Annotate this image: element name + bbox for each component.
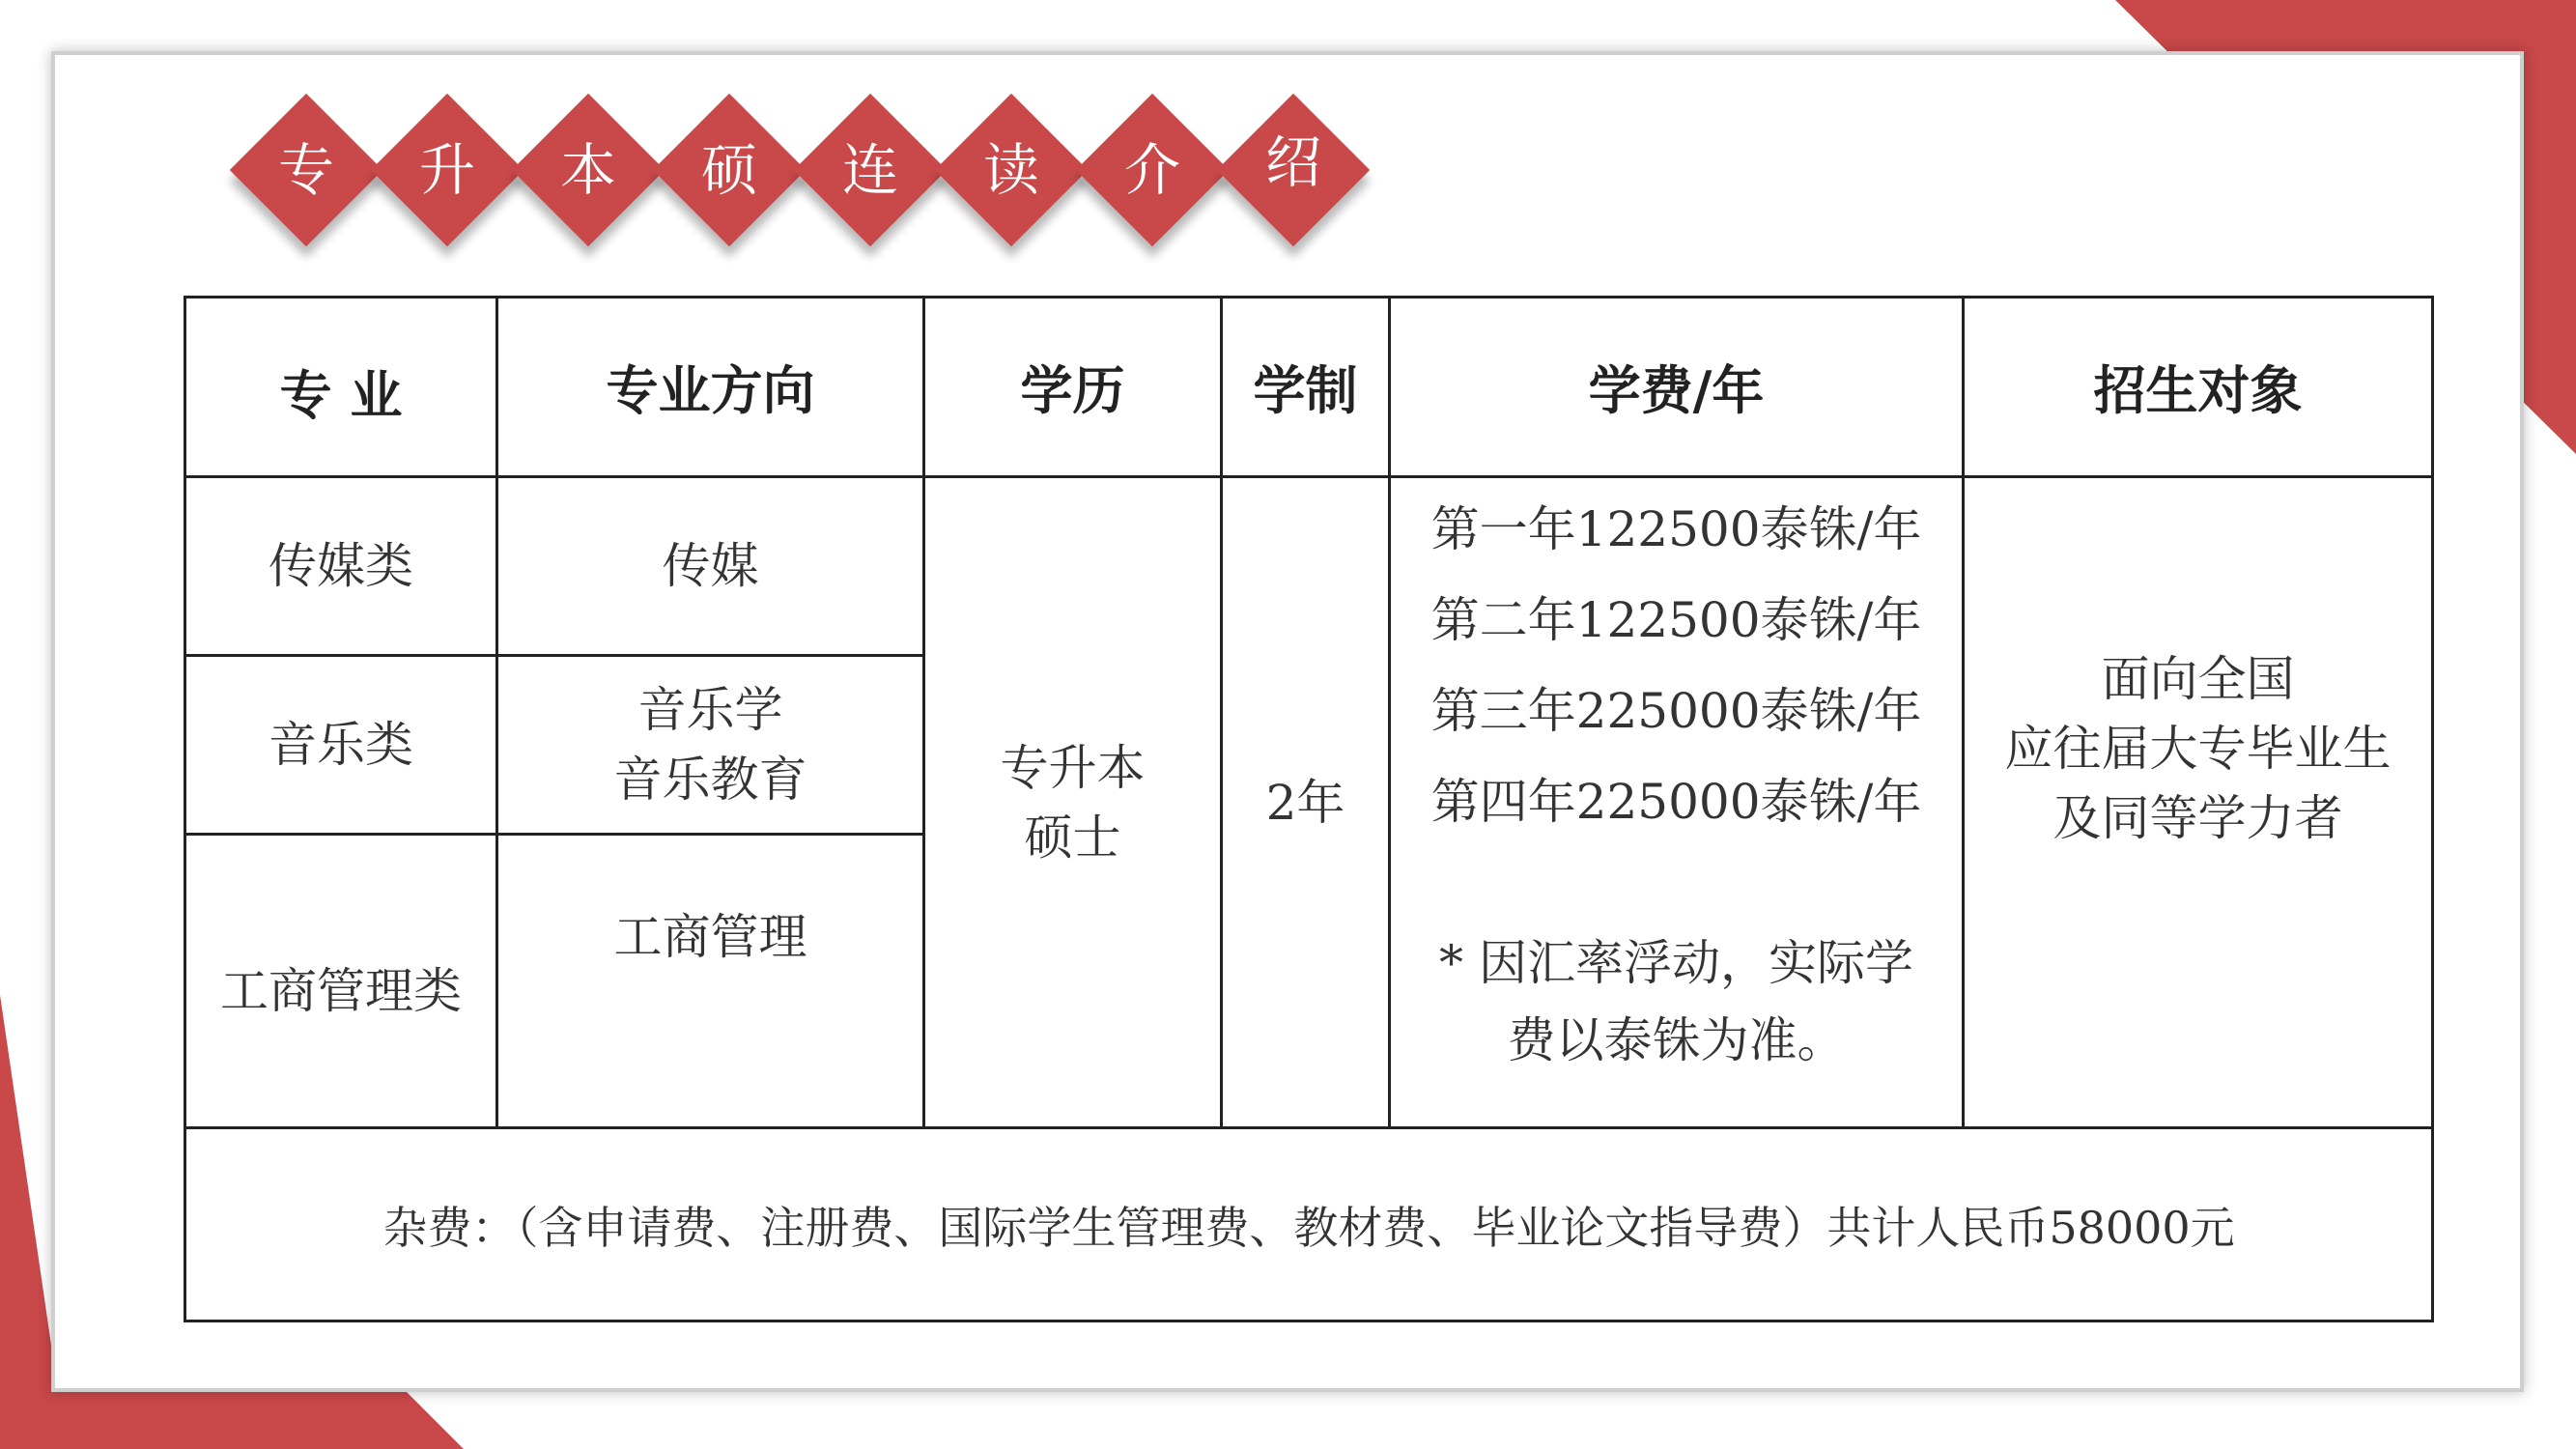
- direction-line: 工商管理: [613, 909, 807, 965]
- title-char: 硕: [700, 137, 757, 203]
- target-line: 及同等学力者: [2052, 790, 2343, 846]
- title-item: [512, 93, 665, 247]
- title-char: 升: [418, 137, 475, 203]
- major-cell: 工商管理类: [220, 962, 462, 1019]
- tuition-line: 第三年225000泰铢/年: [1430, 683, 1922, 739]
- degree-line: 硕士: [1024, 809, 1121, 866]
- tuition-note-line: * 因汇率浮动，实际学: [1439, 935, 1913, 991]
- title-item: [1217, 93, 1370, 247]
- direction-line: 传媒: [662, 538, 759, 594]
- title-char: 读: [982, 137, 1039, 203]
- direction-cell: [498, 657, 922, 833]
- tuition-cell: [1391, 478, 1962, 1126]
- tuition-note-line: 费以泰铢为准。: [1507, 1012, 1846, 1068]
- duration-cell: 2年: [1265, 774, 1345, 831]
- title-item: [794, 93, 947, 247]
- header-target: 招生对象: [2093, 360, 2303, 421]
- header-major: 专 业: [279, 365, 403, 426]
- target-line: 面向全国: [2101, 651, 2295, 707]
- direction-cell: [498, 478, 922, 654]
- major-cell: 音乐类: [269, 717, 413, 773]
- direction-line: 音乐学: [637, 682, 783, 738]
- title-item: [653, 93, 806, 247]
- header-degree: 学历: [1020, 360, 1125, 421]
- title-char: 介: [1123, 137, 1180, 203]
- title-item: [935, 93, 1088, 247]
- header-tuition: 学费/年: [1588, 360, 1765, 421]
- program-table: [184, 296, 2434, 1322]
- title-char: 本: [559, 137, 616, 203]
- title-char: 绍: [1264, 129, 1321, 195]
- target-cell: [1965, 478, 2431, 1019]
- title-item: [1076, 93, 1229, 247]
- target-line: 应往届大专毕业生: [2004, 721, 2392, 777]
- degree-cell: [925, 478, 1220, 1126]
- title-item: [230, 93, 382, 247]
- misc-fee-cell: 杂费：（含申请费、注册费、国际学生管理费、教材费、毕业论文指导费）共计人民币58000元: [382, 1201, 2235, 1254]
- title-item: [371, 93, 524, 247]
- major-cell: 传媒类: [269, 538, 413, 594]
- header-direction: 专业方向: [606, 360, 815, 421]
- direction-cell: [498, 836, 922, 1038]
- direction-line: 音乐教育: [613, 752, 807, 808]
- tuition-line: 第四年225000泰铢/年: [1430, 774, 1922, 830]
- title-char: 专: [277, 137, 334, 203]
- tuition-line: 第二年122500泰铢/年: [1430, 592, 1922, 648]
- title-banner: [230, 93, 1389, 247]
- degree-line: 专升本: [1000, 739, 1146, 796]
- title-char: 连: [841, 137, 898, 203]
- tuition-line: 第一年122500泰铢/年: [1430, 501, 1922, 557]
- header-duration: 学制: [1253, 360, 1358, 421]
